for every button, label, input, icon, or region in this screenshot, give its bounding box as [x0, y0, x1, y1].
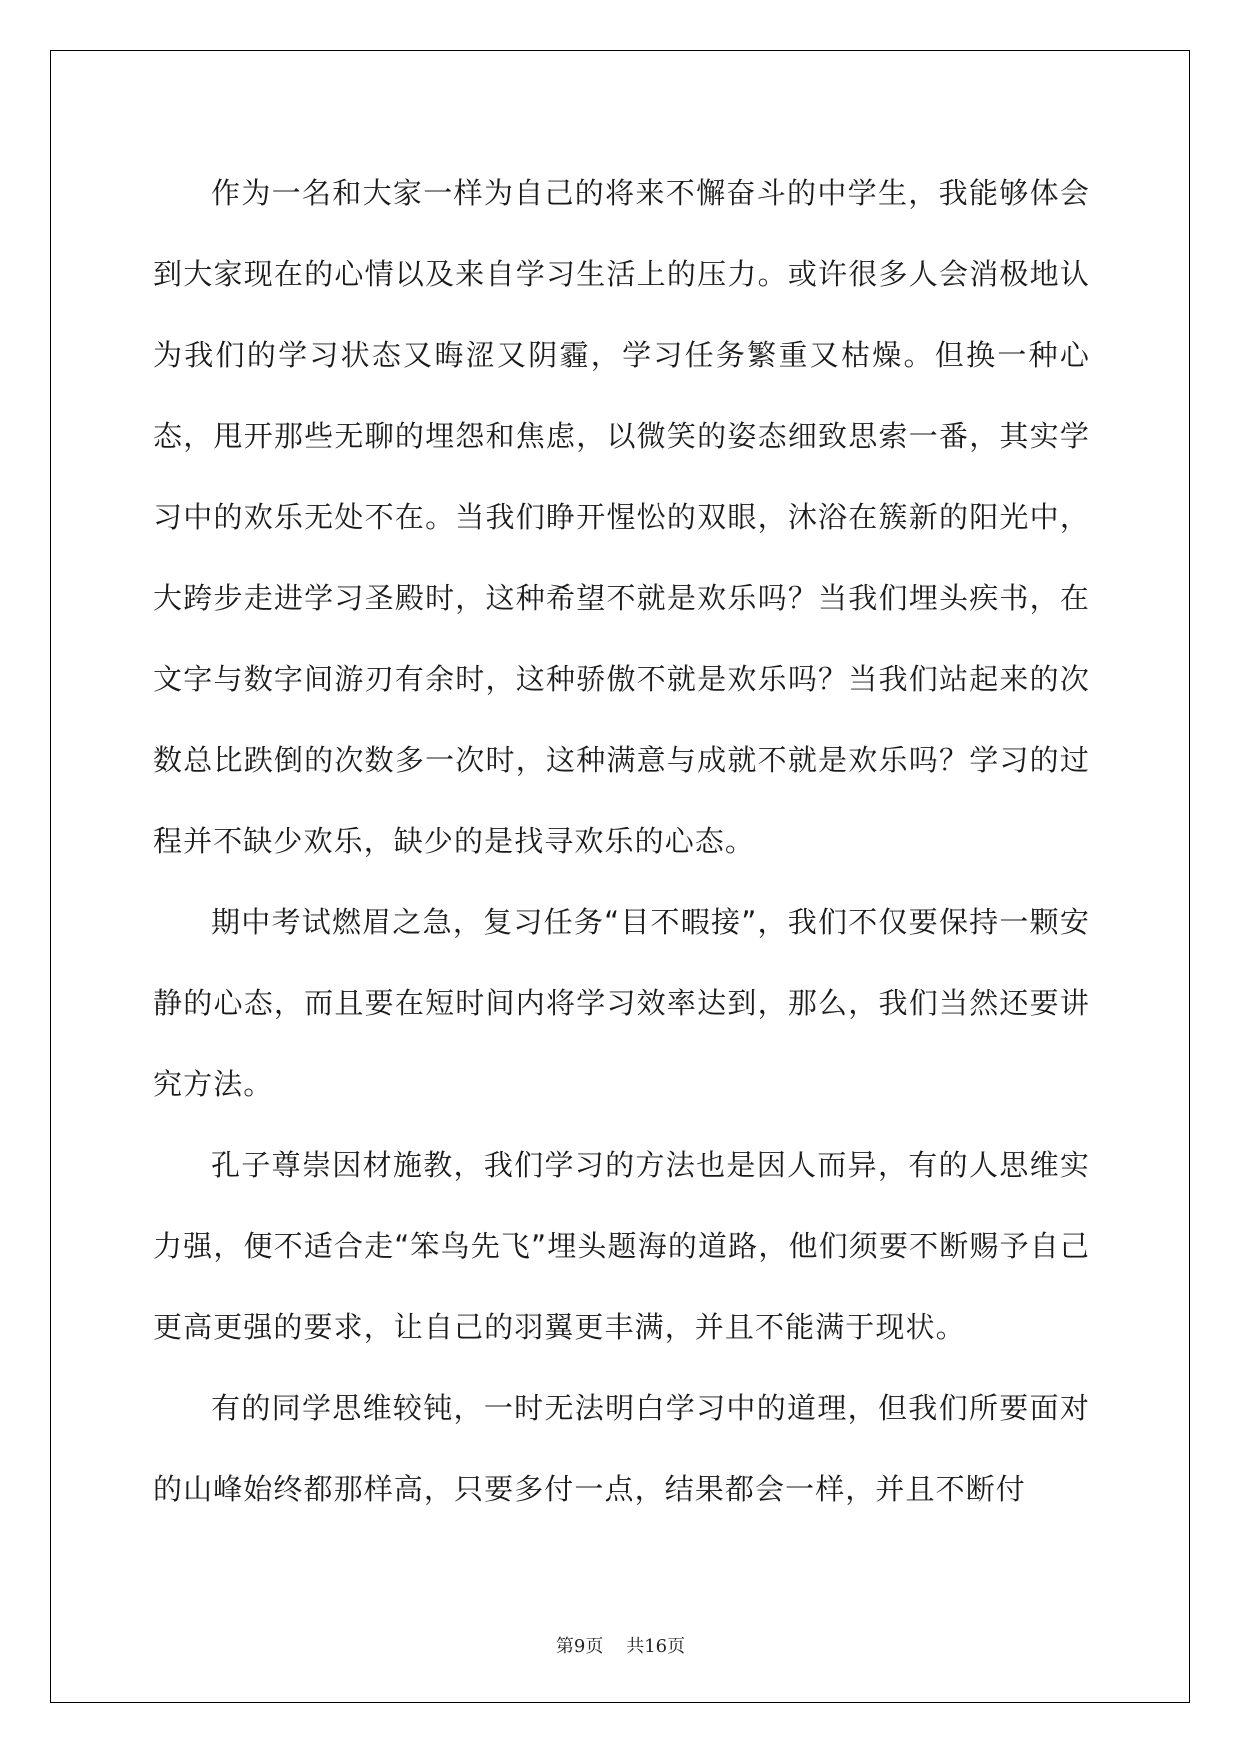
page-number: 第9页: [555, 1636, 604, 1657]
paragraph-1: 作为一名和大家一样为自己的将来不懈奋斗的中学生，我能够体会到大家现在的心情以及来自学习生活上的压力。或许很多人会消极地认为我们的学习状态又晦涩又阴霾，学习任务繁重又枯燥。但换一种心态，甩开那些无聊的埋怨和焦虑，以微笑的姿态细致思索一番，其实学习中的欢乐无处不在。当我们睁开惺忪的双眼，沐浴在簇新的阳光中，大跨步走进学习圣殿时，这种希望不就是欢乐吗？当我们埋头疾书，在文字与数字间游刃有余时，这种骄傲不就是欢乐吗？当我们站起来的次数总比跌倒的次数多一次时，这种满意与成就不就是欢乐吗？学习的过程并不缺少欢乐，缺少的是找寻欢乐的心态。: [153, 176, 1090, 858]
paragraph-4: 有的同学思维较钝，一时无法明白学习中的道理，但我们所要面对的山峰始终都那样高，只要多付一点，结果都会一样，并且不断付: [153, 1391, 1090, 1506]
paragraph-3: 孔子尊崇因材施教，我们学习的方法也是因人而异，有的人思维实力强，便不适合走“笨鸟先飞”埋头题海的道路，他们须要不断赐予自己更高更强的要求，让自己的羽翼更丰满，并且不能满于现状。: [153, 1148, 1090, 1344]
paragraph-2: 期中考试燃眉之急，复习任务“目不暇接”，我们不仅要保持一颗安静的心态，而且要在短时间内将学习效率达到，那么，我们当然还要讲究方法。: [153, 905, 1090, 1101]
page-footer: [0, 1632, 1241, 1658]
page-total: 共16页: [626, 1636, 686, 1657]
document-body: [153, 153, 1090, 1530]
